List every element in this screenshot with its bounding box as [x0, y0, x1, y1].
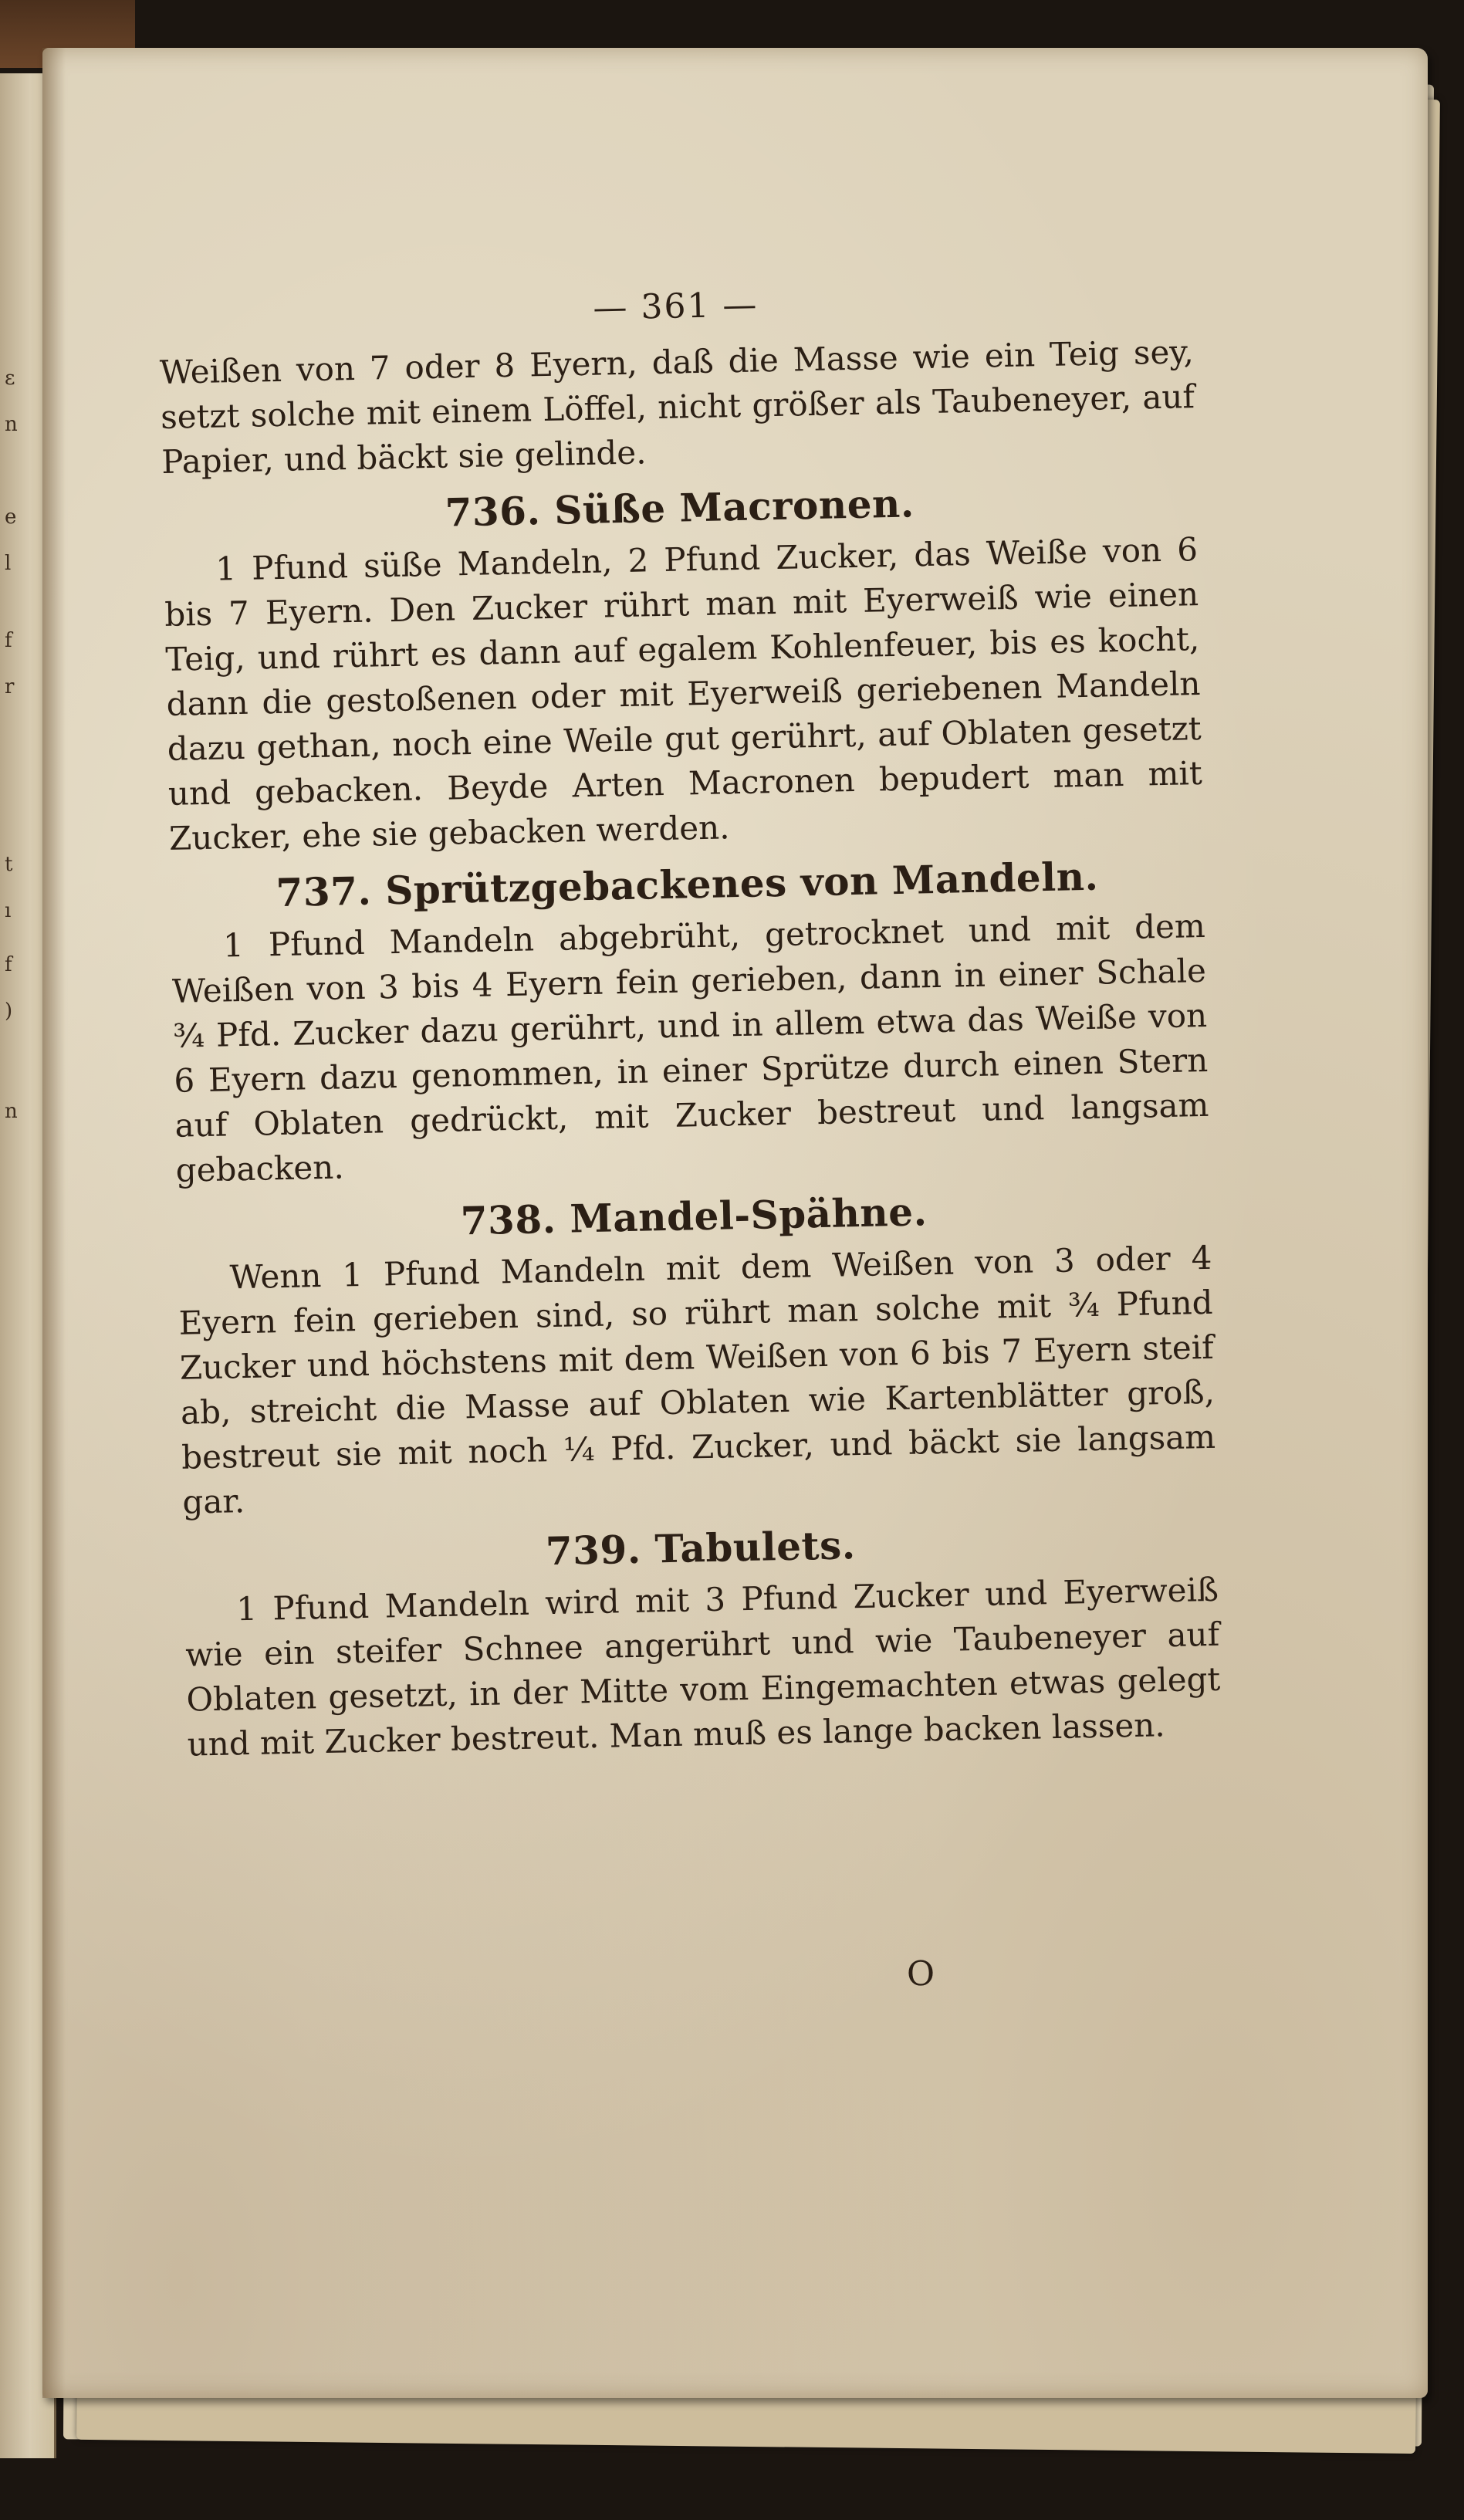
page-number: — 361 —	[592, 285, 759, 328]
left-page-fragment: l	[5, 552, 12, 575]
left-page-fragment: f	[5, 953, 12, 976]
left-page-fragment: ɛ	[5, 367, 15, 390]
page-text	[158, 274, 1222, 1767]
left-page-fragment: )	[5, 1000, 13, 1023]
left-page-fragment: f	[5, 629, 12, 652]
left-page-fragment: e	[5, 506, 17, 529]
recipe-heading: 739. Tabulets.	[545, 1522, 857, 1575]
left-page-fragment: n	[5, 413, 18, 436]
recipe-body: Wenn 1 Pfund Mandeln mit dem Weißen von 3 oder 4 Eyern fein gerieben sind, so rührt man solche mit ¾ Pfund Zucker und höchstens mit dem Weißen von 6 bis 7 Eyern steif ab, streicht die Masse auf Oblaten wie Kartenblätter groß, bestreut sie mit noch ¼ Pfd. Zucker, und bäckt sie langsam gar.	[178, 1238, 1216, 1521]
recipe-heading: 738. Mandel-Spähne.	[460, 1189, 928, 1244]
book-page	[42, 48, 1428, 2398]
recipe-heading: 736. Süße Macronen.	[445, 480, 915, 536]
left-page-fragment: ı	[5, 899, 12, 922]
catchword: O	[906, 1953, 935, 1994]
intro-paragraph: Weißen von 7 oder 8 Eyern, daß die Masse wie ein Teig sey, setzt solche mit einem Löffel, nicht größer als Taubeneyer, auf Papier, und bäckt sie gelinde.	[159, 333, 1195, 481]
left-page-fragment: t	[5, 853, 13, 876]
recipe-body: 1 Pfund Mandeln wird mit 3 Pfund Zucker und Eyerweiß wie ein steifer Schnee angerührt und wie Taubeneyer auf Oblaten gesetzt, in der Mitte vom Eingemachten etwas gelegt und mit Zucker bestreut. Man muß es lange backen lassen.	[184, 1570, 1221, 1764]
recipe-body: 1 Pfund Mandeln abgebrüht, getrocknet und mit dem Weißen von 3 bis 4 Eyern fein gerieben, dann in einer Schale ¾ Pfd. Zucker dazu gerührt, und in allem etwa das Weiße von 6 Eyern dazu genommen, in einer Sprütze durch einen Stern auf Oblaten gedrückt, mit Zucker bestreut und langsam gebacken.	[171, 906, 1209, 1189]
recipe-body: 1 Pfund süße Mandeln, 2 Pfund Zucker, das Weiße von 6 bis 7 Eyern. Den Zucker rührt man mit Eyerweiß wie einen Teig, und rührt es dann auf egalem Kohlenfeuer, bis es kocht, dann die gestoßenen oder mit Eyerweiß geriebenen Mandeln dazu gethan, noch eine Weile gut gerührt, auf Oblaten gesetzt und gebacken. Beyde Arten Macronen bepudert man mit Zucker, ehe sie gebacken werden.	[164, 530, 1203, 857]
left-page-fragment: n	[5, 1100, 18, 1123]
left-page-fragment: r	[5, 675, 15, 698]
recipe-heading: 737. Sprützgebackenes von Mandeln.	[275, 853, 1099, 916]
